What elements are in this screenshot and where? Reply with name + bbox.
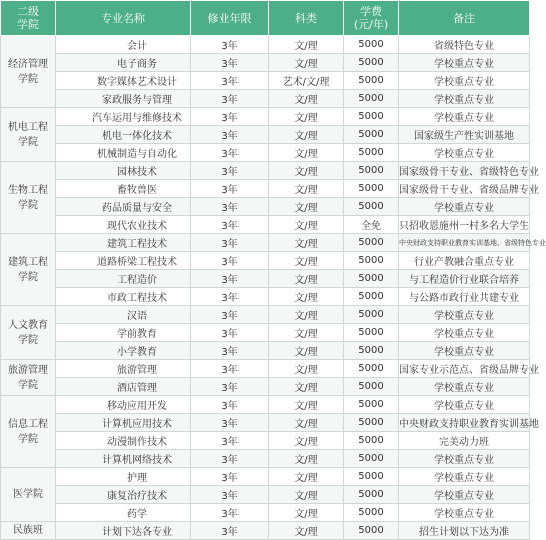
duration-cell: 3年 (191, 72, 269, 90)
tuition-cell: 5000 (344, 504, 399, 522)
tuition-cell: 5000 (344, 144, 399, 162)
table-row (1, 468, 530, 486)
category-cell: 文/理 (269, 360, 344, 378)
remarks-cell: 学校重点专业 (399, 396, 530, 414)
remarks-cell: 招生计划以下达为准 (399, 522, 530, 540)
table-row (1, 522, 530, 540)
table-row (1, 144, 530, 162)
duration-cell: 3年 (191, 396, 269, 414)
duration-cell: 3年 (191, 288, 269, 306)
remarks-cell: 学校重点专业 (399, 486, 530, 504)
category-cell: 文/理 (269, 234, 344, 252)
major-cell: 建筑工程技术 (56, 234, 191, 252)
duration-cell: 3年 (191, 180, 269, 198)
duration-cell: 3年 (191, 450, 269, 468)
remarks-cell: 与工程造价行业联合培养 (399, 270, 530, 288)
college-cell: 经济管理 学院 (1, 36, 56, 108)
duration-cell: 3年 (191, 216, 269, 234)
major-cell: 会计 (56, 36, 191, 54)
category-cell: 文/理 (269, 432, 344, 450)
tuition-cell: 5000 (344, 522, 399, 540)
tuition-cell: 5000 (344, 342, 399, 360)
duration-cell: 3年 (191, 126, 269, 144)
tuition-cell: 5000 (344, 252, 399, 270)
category-cell: 文/理 (269, 270, 344, 288)
category-cell: 文/理 (269, 126, 344, 144)
remarks-cell: 国家级骨干专业、省级品牌专业 (399, 180, 530, 198)
table-row (1, 324, 530, 342)
remarks-cell: 学校重点专业 (399, 90, 530, 108)
table-row (1, 108, 530, 126)
major-cell: 畜牧兽医 (56, 180, 191, 198)
duration-cell: 3年 (191, 306, 269, 324)
college-cell: 信息工程 学院 (1, 396, 56, 468)
major-cell: 电子商务 (56, 54, 191, 72)
table-row (1, 72, 530, 90)
remarks-cell: 学校重点专业 (399, 306, 530, 324)
category-cell: 文/理 (269, 342, 344, 360)
category-cell: 艺术/文/理 (269, 72, 344, 90)
major-cell: 汽车运用与维修技术 (56, 108, 191, 126)
duration-cell: 3年 (191, 378, 269, 396)
majors-body (1, 36, 546, 540)
header-major: 专业名称 (56, 1, 191, 36)
table-row (1, 216, 530, 234)
duration-cell: 3年 (191, 234, 269, 252)
table-row (1, 234, 530, 252)
tuition-cell: 5000 (344, 162, 399, 180)
table-row (1, 360, 530, 378)
major-cell: 家政服务与管理 (56, 90, 191, 108)
tuition-cell: 5000 (344, 324, 399, 342)
category-cell: 文/理 (269, 450, 344, 468)
major-cell: 市政工程技术 (56, 288, 191, 306)
remarks-cell: 中央财政支持职业教育实训基地 (399, 414, 530, 432)
major-cell: 学前教育 (56, 324, 191, 342)
tuition-cell: 5000 (344, 288, 399, 306)
tuition-cell: 5000 (344, 450, 399, 468)
tuition-cell: 5000 (344, 126, 399, 144)
major-cell: 动漫制作技术 (56, 432, 191, 450)
table-row (1, 342, 530, 360)
table-row (1, 252, 530, 270)
remarks-cell: 学校重点专业 (399, 108, 530, 126)
table-row (1, 180, 530, 198)
category-cell: 文/理 (269, 522, 344, 540)
category-cell: 文/理 (269, 306, 344, 324)
major-cell: 康复治疗技术 (56, 486, 191, 504)
table-row (1, 378, 530, 396)
duration-cell: 3年 (191, 54, 269, 72)
duration-cell: 3年 (191, 504, 269, 522)
major-cell: 酒店管理 (56, 378, 191, 396)
major-cell: 移动应用开发 (56, 396, 191, 414)
remarks-cell: 只招收恩施州一村多名大学生 (399, 216, 530, 234)
remarks-cell: 国家级骨干专业、省级特色专业 (399, 162, 530, 180)
table-row (1, 198, 530, 216)
category-cell: 文/理 (269, 486, 344, 504)
college-cell: 旅游管理 学院 (1, 360, 56, 396)
category-cell: 文/理 (269, 54, 344, 72)
header-row (1, 1, 530, 36)
table-row (1, 306, 530, 324)
remarks-cell: 学校重点专业 (399, 72, 530, 90)
table-row (1, 450, 530, 468)
header-duration: 修业年限 (191, 1, 269, 36)
duration-cell: 3年 (191, 252, 269, 270)
major-cell: 药品质量与安全 (56, 198, 191, 216)
tuition-cell: 5000 (344, 270, 399, 288)
category-cell: 文/理 (269, 198, 344, 216)
college-cell: 医学院 (1, 468, 56, 522)
remarks-cell: 学校重点专业 (399, 144, 530, 162)
college-cell: 机电工程 学院 (1, 108, 56, 162)
remarks-cell: 省级特色专业 (399, 36, 530, 54)
major-cell: 工程造价 (56, 270, 191, 288)
major-cell: 护理 (56, 468, 191, 486)
tuition-cell: 5000 (344, 360, 399, 378)
category-cell: 文/理 (269, 252, 344, 270)
table-row (1, 270, 530, 288)
remarks-cell: 行业产教融合重点专业 (399, 252, 530, 270)
major-cell: 机电一体化技术 (56, 126, 191, 144)
major-cell: 小学教育 (56, 342, 191, 360)
category-cell: 文/理 (269, 378, 344, 396)
duration-cell: 3年 (191, 90, 269, 108)
duration-cell: 3年 (191, 342, 269, 360)
tuition-cell: 5000 (344, 108, 399, 126)
category-cell: 文/理 (269, 162, 344, 180)
major-cell: 旅游管理 (56, 360, 191, 378)
table-row (1, 504, 530, 522)
category-cell: 文/理 (269, 504, 344, 522)
remarks-cell: 国家专业示范点、省级品牌专业 (399, 360, 530, 378)
tuition-cell: 5000 (344, 396, 399, 414)
major-cell: 道路桥梁工程技术 (56, 252, 191, 270)
duration-cell: 3年 (191, 198, 269, 216)
tuition-cell: 5000 (344, 468, 399, 486)
tuition-cell: 5000 (344, 414, 399, 432)
major-cell: 计算机应用技术 (56, 414, 191, 432)
remarks-cell: 学校重点专业 (399, 450, 530, 468)
category-cell: 文/理 (269, 144, 344, 162)
header-category: 科类 (269, 1, 344, 36)
category-cell: 文/理 (269, 324, 344, 342)
duration-cell: 3年 (191, 432, 269, 450)
tuition-cell: 5000 (344, 432, 399, 450)
duration-cell: 3年 (191, 36, 269, 54)
tuition-cell: 5000 (344, 180, 399, 198)
duration-cell: 3年 (191, 324, 269, 342)
remarks-cell: 学校重点专业 (399, 504, 530, 522)
tuition-cell: 5000 (344, 90, 399, 108)
remarks-cell: 中央财政支持职业教育实训基地、省级特色专业 (399, 234, 530, 252)
table-row (1, 486, 530, 504)
table-row (1, 432, 530, 450)
remarks-cell: 学校重点专业 (399, 378, 530, 396)
remarks-cell: 学校重点专业 (399, 54, 530, 72)
college-cell: 人文教育 学院 (1, 306, 56, 360)
tuition-cell: 5000 (344, 378, 399, 396)
duration-cell: 3年 (191, 144, 269, 162)
major-cell: 计算机网络技术 (56, 450, 191, 468)
category-cell: 文/理 (269, 90, 344, 108)
category-cell: 文/理 (269, 288, 344, 306)
major-cell: 现代农业技术 (56, 216, 191, 234)
remarks-cell: 学校重点专业 (399, 324, 530, 342)
table-row (1, 54, 530, 72)
tuition-cell: 全免 (344, 216, 399, 234)
college-cell: 民族班 (1, 522, 56, 540)
major-cell: 药学 (56, 504, 191, 522)
table-row (1, 414, 530, 432)
major-cell: 汉语 (56, 306, 191, 324)
duration-cell: 3年 (191, 270, 269, 288)
college-cell: 生物工程 学院 (1, 162, 56, 234)
duration-cell: 3年 (191, 414, 269, 432)
major-cell: 计划下达各专业 (56, 522, 191, 540)
remarks-cell: 学校重点专业 (399, 198, 530, 216)
category-cell: 文/理 (269, 36, 344, 54)
major-cell: 园林技术 (56, 162, 191, 180)
tuition-cell: 5000 (344, 234, 399, 252)
remarks-cell: 国家级生产性实训基地 (399, 126, 530, 144)
header-tuition: 学费 (元/年) (344, 1, 399, 36)
tuition-cell: 5000 (344, 54, 399, 72)
tuition-cell: 5000 (344, 72, 399, 90)
tuition-cell: 5000 (344, 36, 399, 54)
duration-cell: 3年 (191, 522, 269, 540)
category-cell: 文/理 (269, 414, 344, 432)
category-cell: 文/理 (269, 396, 344, 414)
category-cell: 文/理 (269, 216, 344, 234)
table-row (1, 90, 530, 108)
remarks-cell: 完美动力班 (399, 432, 530, 450)
major-cell: 数字媒体艺术设计 (56, 72, 191, 90)
category-cell: 文/理 (269, 468, 344, 486)
duration-cell: 3年 (191, 468, 269, 486)
remarks-cell: 学校重点专业 (399, 342, 530, 360)
table-row (1, 36, 530, 54)
header-college: 二级 学院 (1, 1, 56, 36)
table-row (1, 288, 530, 306)
tuition-cell: 5000 (344, 198, 399, 216)
tuition-cell: 5000 (344, 306, 399, 324)
tuition-cell: 5000 (344, 486, 399, 504)
remarks-cell: 学校重点专业 (399, 468, 530, 486)
duration-cell: 3年 (191, 360, 269, 378)
category-cell: 文/理 (269, 108, 344, 126)
major-cell: 机械制造与自动化 (56, 144, 191, 162)
duration-cell: 3年 (191, 108, 269, 126)
remarks-cell: 与公路市政行业共建专业 (399, 288, 530, 306)
table-row (1, 162, 530, 180)
table-row (1, 126, 530, 144)
college-cell: 建筑工程 学院 (1, 234, 56, 306)
header-remarks: 备注 (399, 1, 530, 36)
category-cell: 文/理 (269, 180, 344, 198)
duration-cell: 3年 (191, 486, 269, 504)
duration-cell: 3年 (191, 162, 269, 180)
table-row (1, 396, 530, 414)
